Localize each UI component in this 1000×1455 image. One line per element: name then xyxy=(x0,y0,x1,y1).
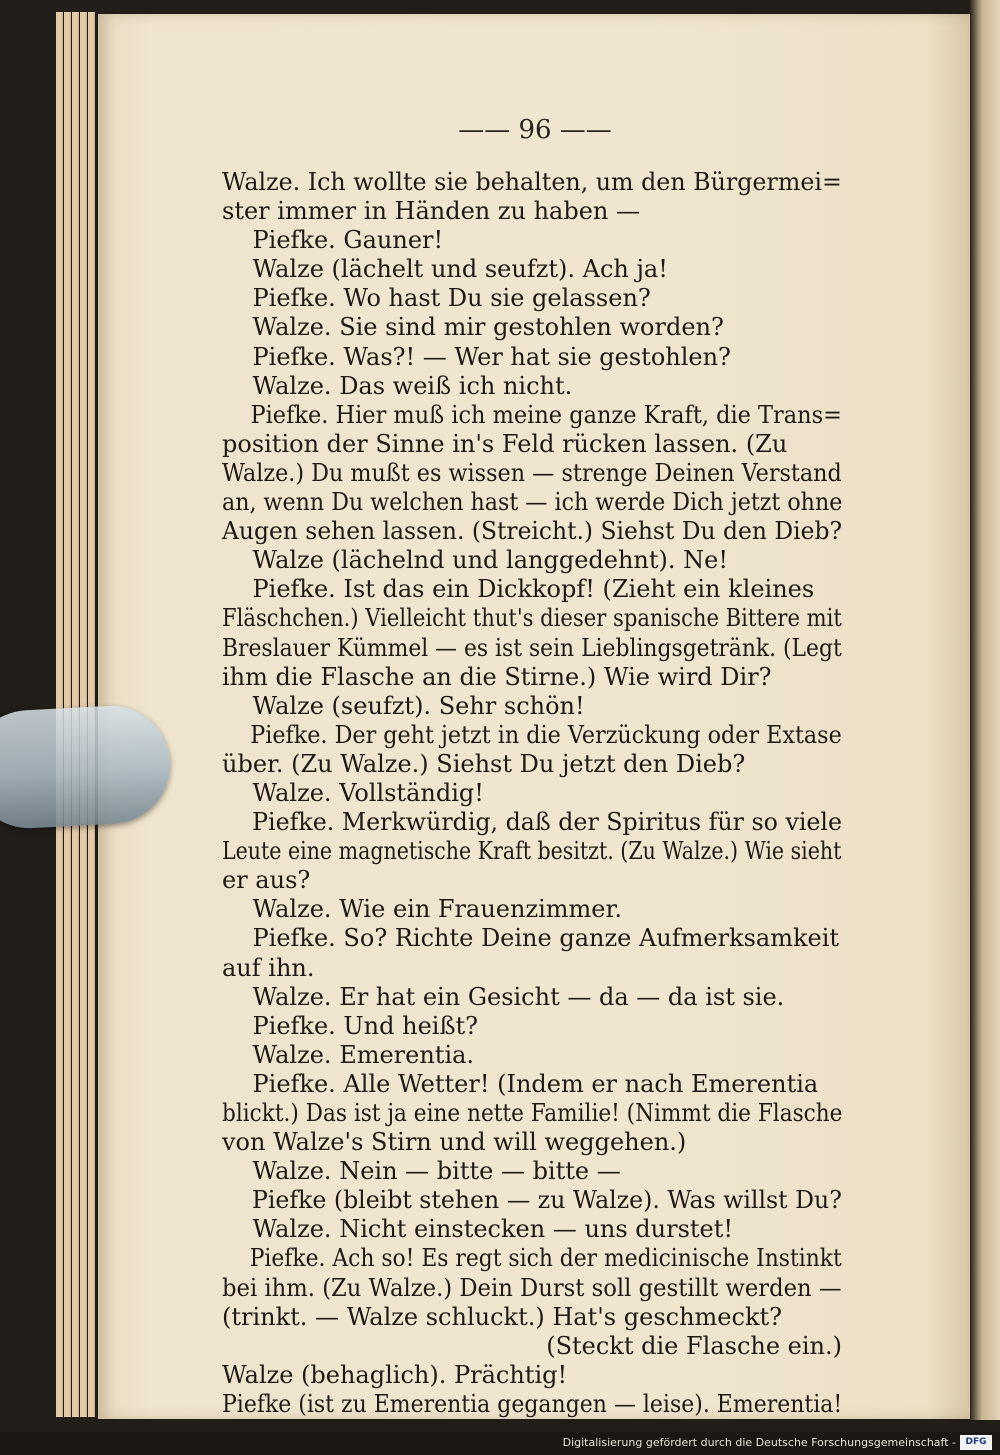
text-line: ster immer in Händen zu haben — xyxy=(222,197,641,226)
text-line: (Steckt die Flasche ein.) xyxy=(546,1331,842,1360)
text-line: position der Sinne in's Feld rücken lassen. (Zu xyxy=(222,429,788,458)
text-line: Walze. Sie sind mir gestohlen worden? xyxy=(222,313,724,342)
text-line: blickt.) Das ist ja eine nette Familie! (Nimmt die Flasche xyxy=(222,1099,843,1127)
text-line: Walze. Vollständig! xyxy=(222,778,484,807)
text-line: Walze. Nein — bitte — bitte — xyxy=(222,1157,621,1186)
text-line: Walze. Emerentia. xyxy=(222,1040,475,1069)
text-line: Piefke. Was?! — Wer hat sie gestohlen? xyxy=(222,342,731,371)
text-line: Walze.) Du mußt es wissen — strenge Deinen Verstand xyxy=(222,458,842,487)
text-line: Piefke. Ach so! Es regt sich der medicinische Instinkt xyxy=(222,1244,842,1273)
text-line: bei ihm. (Zu Walze.) Dein Durst soll gestillt werden — xyxy=(222,1273,842,1302)
text-line: Piefke (ist zu Emerentia gegangen — leise). Emerentia! xyxy=(222,1389,843,1418)
text-line: Walze. Das weiß ich nicht. xyxy=(222,371,573,400)
text-line: an, wenn Du welchen hast — ich werde Dich jetzt ohne xyxy=(222,488,843,517)
text-line: Fläschchen.) Vielleicht thut's dieser spanische Bittere mit xyxy=(222,604,842,633)
page-header: —— 96 —— xyxy=(458,115,612,145)
dfg-logo: DFG xyxy=(960,1435,992,1450)
text-line: Piefke. Ist das ein Dickkopf! (Zieht ein kleines xyxy=(222,575,815,604)
text-line: Piefke. So? Richte Deine ganze Aufmerksamkeit xyxy=(222,924,840,953)
text-line: Piefke. Der geht jetzt in die Verzückung oder Extase xyxy=(222,720,842,749)
text-line: Walze (behaglich). Prächtig! xyxy=(222,1360,568,1389)
text-line: Piefke. Wo hast Du sie gelassen? xyxy=(222,284,651,313)
text-line: Piefke. Hier muß ich meine ganze Kraft, die Trans= xyxy=(222,400,842,429)
text-line: Piefke. Merkwürdig, daß der Spiritus für so viele xyxy=(222,808,843,837)
text-line: (trinkt. — Walze schluckt.) Hat's geschmeckt? xyxy=(222,1302,782,1331)
text-line: Leute eine magnetische Kraft besitzt. (Zu Walze.) Wie sieht xyxy=(222,837,842,866)
text-line: Piefke. Und heißt? xyxy=(222,1011,478,1040)
text-line: Piefke. Gauner! xyxy=(222,226,444,255)
text-line: auf ihn. xyxy=(222,953,315,982)
text-line: Walze. Er hat ein Gesicht — da — da ist sie. xyxy=(222,982,785,1011)
text-line: Walze (lächelnd und langgedehnt). Ne! xyxy=(222,546,729,575)
text-line: Piefke (bleibt stehen — zu Walze). Was willst Du? xyxy=(222,1186,842,1215)
text-line: Breslauer Kümmel — es ist sein Lieblingsgetränk. (Legt xyxy=(222,633,842,662)
text-line: ihm die Flasche an die Stirne.) Wie wird Dir? xyxy=(222,662,772,691)
footer-credit: Digitalisierung gefördert durch die Deutsche Forschungsgemeinschaft - xyxy=(562,1436,956,1449)
text-line: von Walze's Stirn und will weggehen.) xyxy=(222,1128,687,1157)
text-line: Walze (seufzt). Sehr schön! xyxy=(222,691,585,720)
text-line: er aus? xyxy=(222,866,311,895)
footer-bar xyxy=(0,1432,1000,1455)
text-line: Piefke. Alle Wetter! (Indem er nach Emerentia xyxy=(222,1069,819,1098)
text-line: Walze. Ich wollte sie behalten, um den Bürgermei= xyxy=(222,168,842,196)
text-line: über. (Zu Walze.) Siehst Du jetzt den Dieb? xyxy=(222,749,746,778)
next-page-edge xyxy=(970,0,1000,1420)
page-text xyxy=(222,168,842,1419)
text-line: Walze (lächelt und seufzt). Ach ja! xyxy=(222,255,668,284)
text-line: Walze. Wie ein Frauenzimmer. xyxy=(222,895,622,924)
text-line: Augen sehen lassen. (Streicht.) Siehst Du den Dieb? xyxy=(222,517,843,546)
text-line: Walze. Nicht einstecken — uns durstet! xyxy=(222,1215,734,1244)
